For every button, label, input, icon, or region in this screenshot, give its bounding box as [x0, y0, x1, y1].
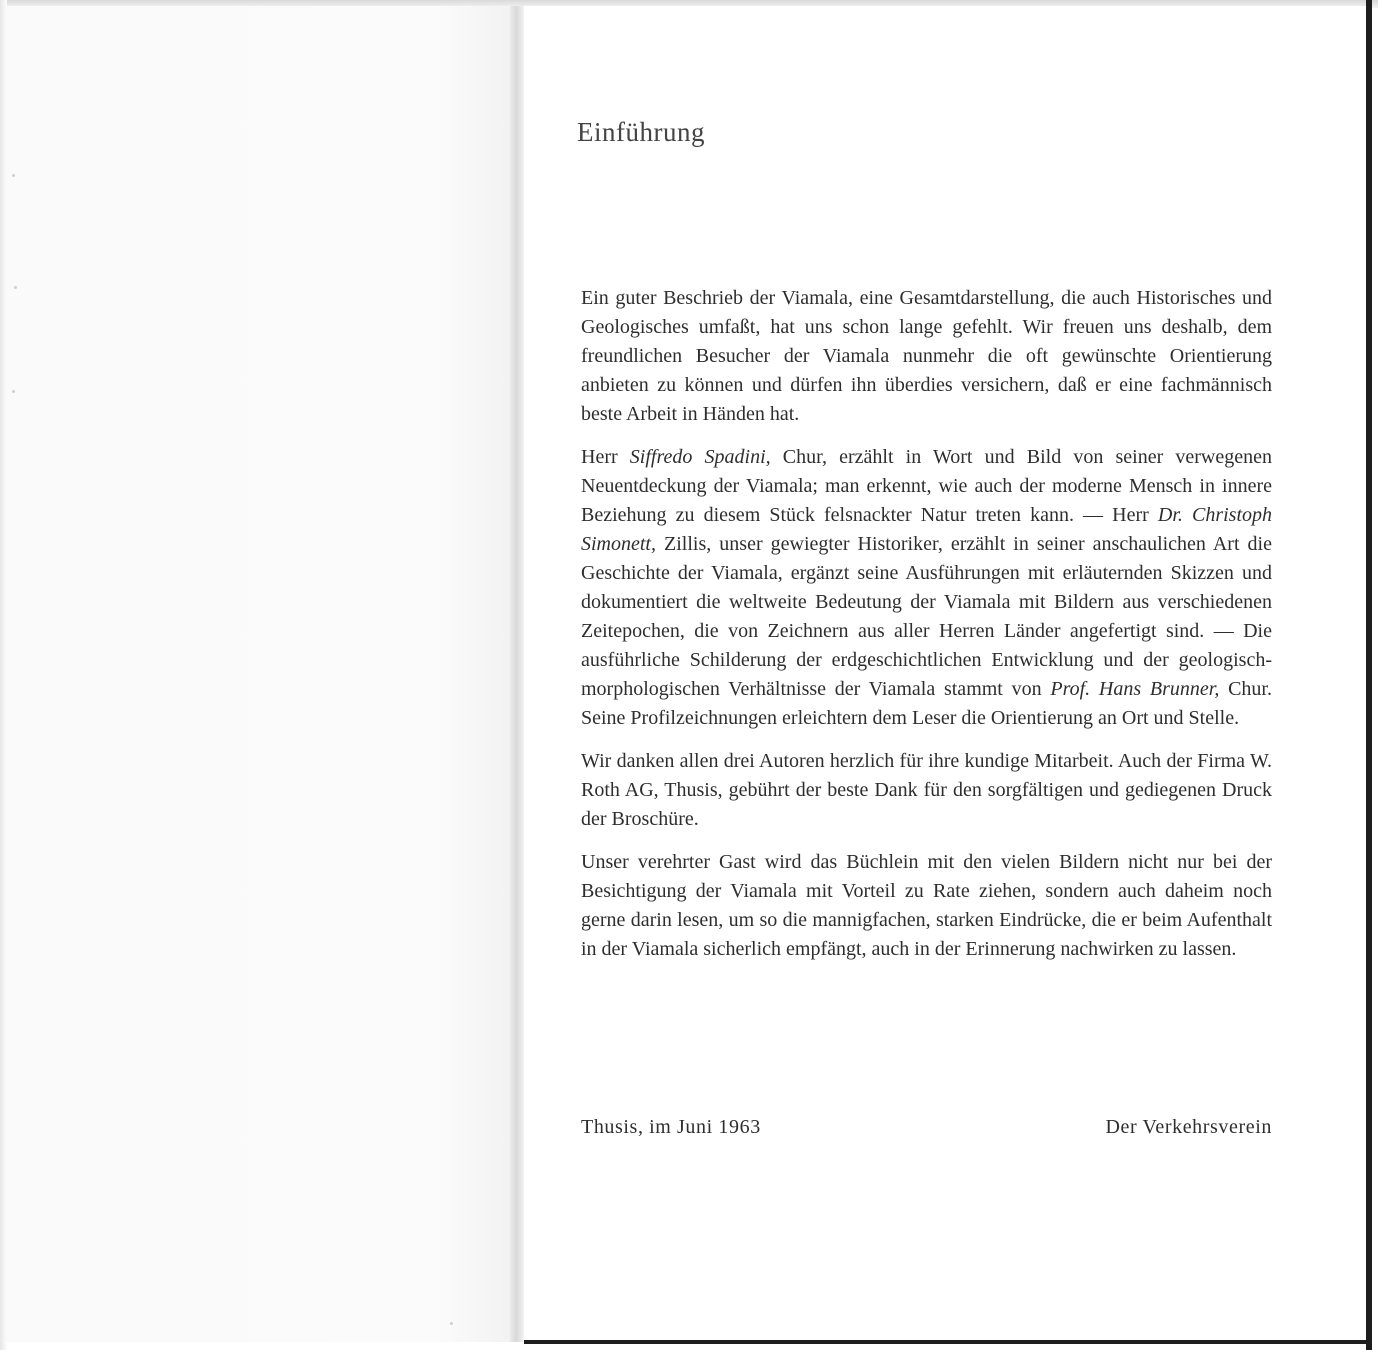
- text-segment: Herr: [581, 446, 630, 468]
- text-segment: Zillis, unser gewiegter Historiker, erzählt in seiner anschaulichen Art die Geschichte der Viamala, ergänzt seine Ausführungen mit erläuternden Skizzen und dokumentiert die weltweite Bedeutung der Viamala mit Bildern aus verschiedenen Zeitepochen, die von Zeichnern aus aller Herren Länder angefertigt sind. — Die ausführliche Schilderung der erdgeschichtlichen Entwicklung und der geologisch-morphologischen Verhältnisse der Viamala stammt von: [581, 533, 1272, 700]
- signature: Der Verkehrsverein: [1105, 1116, 1272, 1138]
- right-scan-edge: [1366, 0, 1372, 1350]
- page-gutter: [510, 6, 524, 1342]
- scan-speck: [12, 174, 15, 177]
- signoff-line: [581, 1113, 1272, 1142]
- scan-speck: [12, 390, 15, 393]
- text-segment: Chur, erzählt in Wort und Bild von seiner verwegenen Neuentdeckung der Viamala; man erkennt, wie auch der moderne Mensch in innere Beziehung zu diesem Stück felsnackter Natur treten kann. — Herr: [581, 446, 1272, 526]
- bottom-scan-edge: [524, 1340, 1372, 1344]
- introduction-text: [581, 284, 1272, 978]
- text-segment: Chur. Seine Profilzeichnungen erleichtern dem Leser die Orientierung an Ort und Stelle.: [581, 678, 1272, 729]
- author-name: Siffredo Spadini,: [629, 446, 771, 468]
- author-name: Dr. Christoph Simonett,: [581, 504, 1272, 555]
- author-name: Prof. Hans Brunner,: [1050, 678, 1220, 700]
- scan-speck: [14, 286, 17, 289]
- paragraph-1: Ein guter Beschrieb der Viamala, eine Gesamtdarstellung, die auch Historisches und Geologisches umfaßt, hat uns schon lange gefehlt. Wir freuen uns deshalb, dem freundlichen Besucher der Viamala nunmehr die oft gewünschte Orientierung anbieten zu können und dürfen ihn überdies versichern, daß er eine fachmännisch beste Arbeit in Händen hat.: [581, 287, 1272, 425]
- scan-speck: [450, 1322, 453, 1325]
- page-heading: Einführung: [577, 117, 705, 147]
- paragraph-2: [581, 443, 1272, 733]
- paragraph-3: Wir danken allen drei Autoren herzlich für ihre kundige Mitarbeit. Auch der Firma W. Roth AG, Thusis, gebührt der beste Dank für den sorgfältigen und gediegenen Druck der Broschüre.: [581, 750, 1272, 830]
- paragraph-4: Unser verehrter Gast wird das Büchlein mit den vielen Bildern nicht nur bei der Besichtigung der Viamala mit Vorteil zu Rate ziehen, sondern auch daheim noch gerne darin lesen, um so die mannigfachen, starken Eindrücke, die er beim Aufenthalt in der Viamala sicherlich empfängt, auch in der Erinnerung nachwirken zu lassen.: [581, 851, 1272, 960]
- left-blank-page: [6, 6, 514, 1342]
- place-date: Thusis, im Juni 1963: [581, 1116, 761, 1138]
